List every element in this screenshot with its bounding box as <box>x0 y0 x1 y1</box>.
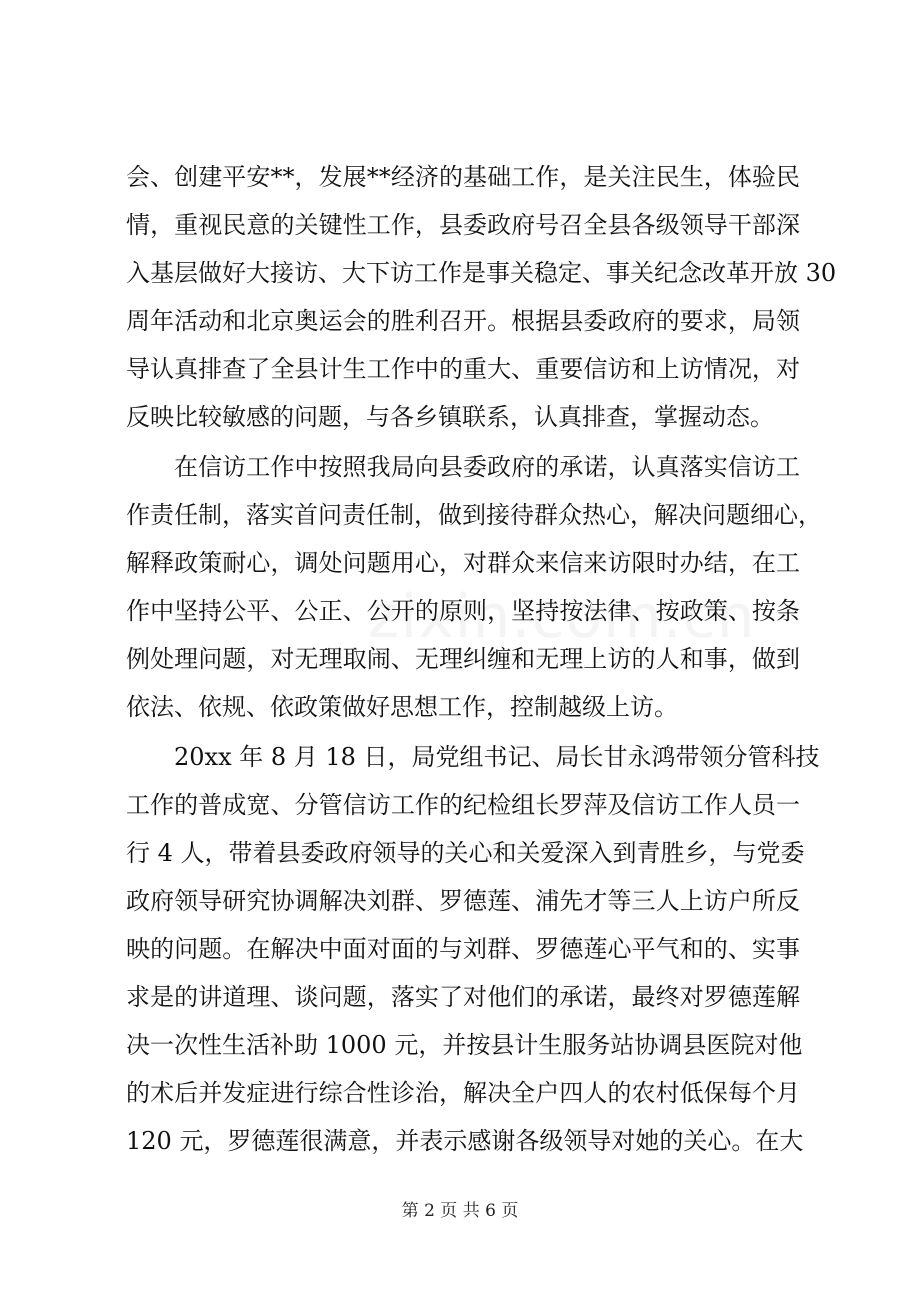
text-line: 行 4 人，带着县委政府领导的关心和关爱深入到青胜乡，与党委 <box>126 839 805 867</box>
text-line: 作责任制，落实首问责任制，做到接待群众热心，解决问题细心， <box>126 501 822 529</box>
text-line: 决一次性生活补助 1000 元，并按县计生服务站协调县医院对他 <box>126 1031 803 1059</box>
text-line: 20xx 年 8 月 18 日，局党组书记、局长甘永鸿带领分管科技 <box>174 743 820 771</box>
text-line: 反映比较敏感的问题，与各乡镇联系，认真排查，掌握动态。 <box>126 403 774 431</box>
text-line: 工作的普成宽、分管信访工作的纪检组长罗萍及信访工作人员一 <box>126 791 800 819</box>
text-line: 映的问题。在解决中面对面的与刘群、罗德莲心平气和的、实事 <box>126 935 800 963</box>
text-line: 政府领导研究协调解决刘群、罗德莲、浦先才等三人上访户所反 <box>126 887 800 915</box>
text-line: 的术后并发症进行综合性诊治，解决全户四人的农村低保每个月 <box>126 1079 800 1107</box>
text-line: 在信访工作中按照我局向县委政府的承诺，认真落实信访工 <box>174 453 800 481</box>
text-line: 依法、依规、依政策做好思想工作，控制越级上访。 <box>126 693 678 721</box>
page-number-footer: 第 2 页 共 6 页 <box>401 1201 519 1221</box>
text-line: 120 元，罗德莲很满意，并表示感谢各级领导对她的关心。在大 <box>126 1127 804 1155</box>
text-line: 导认真排查了全县计生工作中的重大、重要信访和上访情况，对 <box>126 355 800 383</box>
text-line: 例处理问题，对无理取闹、无理纠缠和无理上访的人和事，做到 <box>126 645 800 673</box>
text-line: 求是的讲道理、谈问题，落实了对他们的承诺，最终对罗德莲解 <box>126 983 800 1011</box>
text-line: 会、创建平安**，发展**经济的基础工作，是关注民生，体验民 <box>126 163 800 191</box>
text-line: 入基层做好大接访、大下访工作是事关稳定、事关纪念改革开放 30 <box>126 259 837 287</box>
text-line: 情，重视民意的关键性工作，县委政府号召全县各级领导干部深 <box>126 211 800 239</box>
text-line: 周年活动和北京奥运会的胜利召开。根据县委政府的要求，局领 <box>126 307 800 335</box>
text-line: 解释政策耐心，调处问题用心，对群众来信来访限时办结，在工 <box>126 549 800 577</box>
text-line: 作中坚持公平、公正、公开的原则，坚持按法律、按政策、按条 <box>126 597 800 625</box>
watermark <box>368 582 756 652</box>
